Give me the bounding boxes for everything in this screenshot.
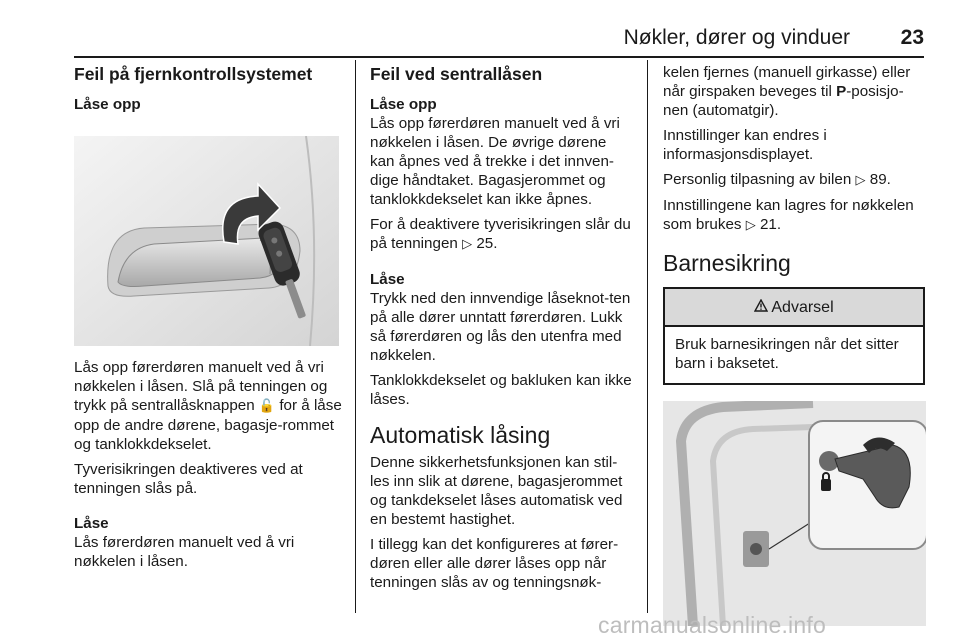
paragraph: Denne sikkerhetsfunksjonen kan stil-les inn slik at dørene, bagasjerommet og tankdekselet låses automatisk ved en bestemt hastighet. (370, 454, 623, 528)
subheading: Låse (370, 271, 405, 288)
left-column (74, 63, 344, 577)
central-lock-icon: 🔓 (258, 399, 276, 414)
column-divider (647, 60, 648, 613)
paragraph: Innstillinger kan endres i informasjonsdisplayet. (663, 127, 827, 163)
section-heading: Barnesikring (663, 250, 791, 276)
paragraph: kelen fjernes (manuell girkasse) eller når girspaken beveges til (663, 64, 911, 100)
warning-box (663, 287, 925, 385)
paragraph: Innstillingene kan lagres for nøkkelen som brukes (663, 197, 914, 233)
watermark: carmanualsonline.info (598, 612, 826, 638)
subheading: Låse (74, 515, 109, 532)
warning-text: Bruk barnesikringen når det sitter barn i baksetet. (675, 336, 899, 372)
right-column (663, 63, 928, 626)
subheading: Låse opp (370, 96, 437, 113)
warning-header (665, 289, 923, 327)
section-heading: Automatisk låsing (370, 422, 551, 448)
paragraph: Tanklokkdekselet og bakluken kan ikke låses. (370, 372, 632, 408)
page-reference[interactable]: 25. (476, 235, 498, 252)
paragraph: Lås opp førerdøren manuelt ved å vri nøkkelen i låsen. De øvrige dørene kan åpnes ved å trekke i det innven-dige håndtaket. Bagasjerommet og tanklokkdekselet kan ikke åpnes. (370, 115, 620, 208)
column-divider (355, 60, 356, 613)
reference-arrow-icon: ▷ (745, 218, 756, 233)
page-reference[interactable]: 21. (759, 216, 782, 233)
middle-column (370, 63, 635, 598)
header-rule (74, 56, 924, 58)
paragraph: Tyverisikringen deaktiveres ved at tenningen slås på. (74, 461, 303, 497)
subheading: Låse opp (74, 96, 141, 113)
paragraph: -posisjo-nen (automatgir). (663, 83, 904, 119)
paragraph: For å deaktivere tyverisikringen slår du på tenningen (370, 216, 631, 252)
page-number: 23 (900, 26, 924, 49)
paragraph: I tillegg kan det konfigureres at fører-døren eller alle dører låses opp når tenningen slås av og tenningsnøk- (370, 536, 619, 591)
paragraph: Lås førerdøren manuelt ved å vri nøkkelen i låsen. (74, 534, 295, 570)
section-title: Feil på fjernkontrollsystemet (74, 64, 313, 84)
paragraph: Trykk ned den innvendige låseknot-ten på alle dører unntatt førerdøren. Lukk så førerdøren og lås den utenfra med nøkkelen. (370, 290, 631, 364)
page-reference[interactable]: 89. (869, 171, 891, 188)
door-handle-illustration (74, 136, 339, 346)
page-header (0, 0, 960, 60)
warning-label: Advarsel (771, 298, 834, 316)
reference-arrow-icon: ▷ (855, 173, 866, 188)
warning-triangle-icon (754, 298, 768, 317)
paragraph: Lås opp førerdøren manuelt ved å vri nøkkelen i låsen. Slå på tenningen og trykk på sentrallåsknappen (74, 359, 328, 414)
section-title: Feil ved sentrallåsen (370, 64, 543, 84)
paragraph: Personlig tilpasning av bilen (663, 171, 852, 188)
child-lock-illustration (663, 401, 926, 626)
paragraph: for å låse opp de andre dørene, bagasje-rommet og tanklokkdekselet. (74, 397, 342, 453)
header-title: Nøkler, dører og vinduer (623, 26, 850, 49)
gear-position: P (836, 83, 847, 100)
reference-arrow-icon: ▷ (462, 237, 473, 252)
